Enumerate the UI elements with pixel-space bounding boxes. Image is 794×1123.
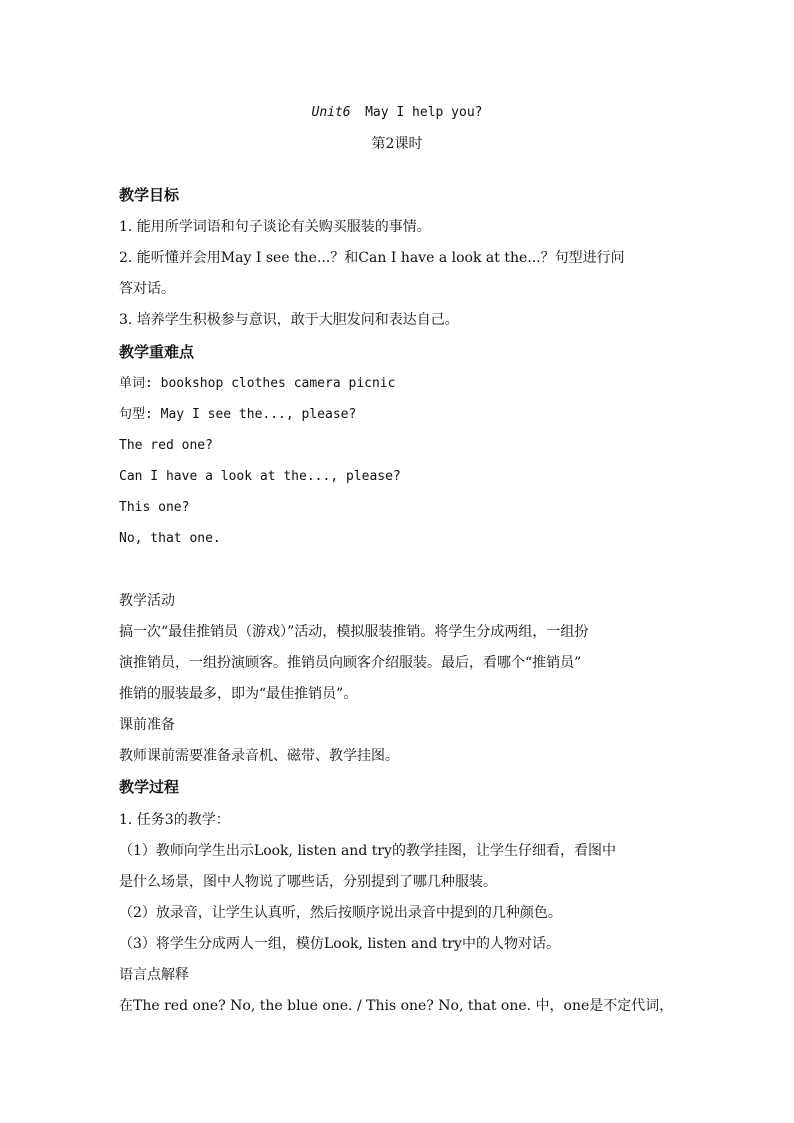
process-line: 1. 任务3的教学： — [119, 812, 230, 828]
process-line: （2）放录音，让学生认真听，然后按顺序说出录音中提到的几种颜色。 — [119, 905, 562, 921]
objectives-heading: 教学目标 — [119, 186, 180, 204]
preparation-text: 教师课前需要准备录音机、磁带、教学挂图。 — [119, 748, 399, 764]
preparation-heading: 课前准备 — [119, 717, 175, 733]
activity-line: 搞一次“最佳推销员（游戏）”活动，模拟服装推销。将学生分成两组，一组扮 — [119, 624, 589, 640]
key-point-line: This one? — [119, 500, 190, 515]
process-line: （3）将学生分成两人一组，模仿Look, listen and try中的人物对话。 — [119, 936, 560, 952]
key-point-line: Can I have a look at the..., please? — [119, 469, 401, 484]
lesson-title: May I help you? — [365, 105, 483, 120]
activity-heading: 教学活动 — [119, 593, 175, 609]
key-point-line: The red one? — [119, 438, 213, 453]
activity-line: 演推销员，一组扮演顾客。推销员向顾客介绍服装。最后，看哪个“推销员” — [119, 655, 582, 671]
process-heading: 教学过程 — [119, 778, 180, 796]
key-point-line: 句型: May I see the..., please? — [119, 407, 357, 422]
key-point-line: 单词: bookshop clothes camera picnic — [119, 376, 396, 391]
activity-line: 推销的服装最多，即为“最佳推销员”。 — [119, 686, 358, 702]
language-points-heading: 语言点解释 — [119, 967, 189, 983]
unit-number: Unit6 — [311, 105, 351, 120]
language-points-text: 在The red one? No, the blue one. / This one? No, that one. 中，one是不定代词， — [119, 998, 674, 1014]
process-line: 是什么场景，图中人物说了哪些话，分别提到了哪几种服装。 — [119, 874, 497, 890]
objective-item: 1. 能用所学词语和句子谈论有关购买服装的事情。 — [119, 219, 431, 235]
objective-item: 3. 培养学生积极参与意识，敢于大胆发问和表达自己。 — [119, 312, 459, 328]
lesson-period: 第2课时 — [371, 136, 423, 152]
unit-title — [0, 103, 794, 122]
objective-item: 答对话。 — [119, 281, 175, 297]
key-point-line: No, that one. — [119, 531, 221, 546]
key-points-heading: 教学重难点 — [119, 343, 195, 361]
process-line: （1）教师向学生出示Look, listen and try的教学挂图，让学生仔细看，看图中 — [119, 843, 616, 859]
objective-item: 2. 能听懂并会用May I see the...？和Can I have a look at the...？句型进行问 — [119, 250, 625, 266]
